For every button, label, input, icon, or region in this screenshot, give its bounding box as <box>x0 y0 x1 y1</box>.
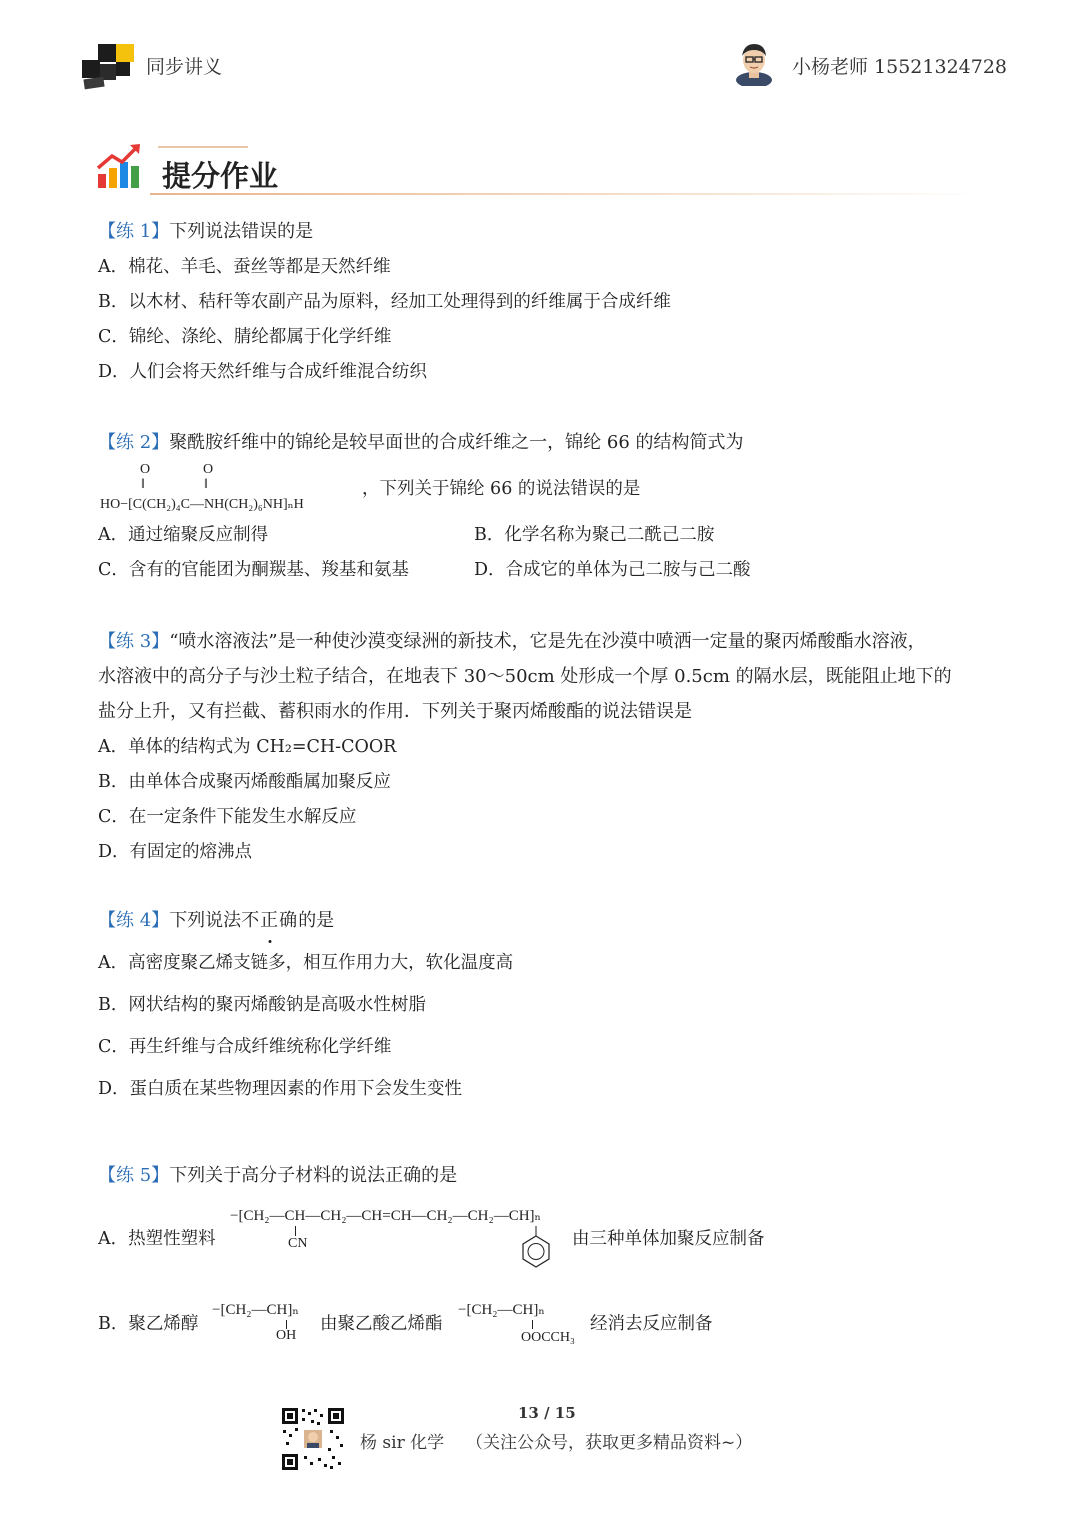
q2-stem: 【练 2】聚酰胺纤维中的锦纶是较早面世的合成纤维之一，锦纶 66 的结构简式为 <box>98 432 744 453</box>
q4-option-c: C．再生纤维与合成纤维统称化学纤维 <box>98 1037 392 1057</box>
q5-option-b-formula2: −[CH₂—CH]ₙ <box>458 1302 545 1318</box>
q5-option-b-label: B．聚乙烯醇 <box>98 1314 199 1334</box>
q2-formula-bond1: ‖ <box>141 477 145 492</box>
q3-stem-line2: 水溶液中的高分子与沙土粒子结合，在地表下 30～50cm 处形成一个厚 0.5cm 的隔水层，既能阻止地下的 <box>98 666 952 687</box>
q2-label: 【练 2】 <box>98 432 170 453</box>
chart-growth-icon <box>96 142 146 190</box>
benzene-ring-icon <box>520 1226 552 1270</box>
q4-option-a: A．高密度聚乙烯支链多，相互作用力大，软化温度高 <box>98 953 514 973</box>
teacher-avatar <box>732 38 776 86</box>
q2-formula-o2: O <box>203 462 214 477</box>
q2-formula-bond2: ‖ <box>204 477 208 492</box>
q1-label: 【练 1】 <box>98 221 170 242</box>
q2-option-c: C．含有的官能团为酮羰基、羧基和氨基 <box>98 560 409 580</box>
q5-option-a-label: A．热塑性塑料 <box>98 1229 216 1249</box>
section-title: 提分作业 <box>162 159 279 193</box>
q3-option-c: C．在一定条件下能发生水解反应 <box>98 807 357 827</box>
q2-option-b: B．化学名称为聚己二酰己二胺 <box>474 525 715 545</box>
q4-stem: 【练 4】下列说法不正确的是 <box>98 903 334 938</box>
header-left-title: 同步讲义 <box>146 56 223 78</box>
q2-option-d: D．合成它的单体为己二胺与己二酸 <box>474 560 751 580</box>
q5-option-b-ester: OOCCH₃ <box>521 1330 575 1345</box>
q3-stem-line3: 盐分上升，又有拦截、蓄积雨水的作用．下列关于聚丙烯酸酯的说法错误是 <box>98 701 692 722</box>
q3-label: 【练 3】 <box>98 631 170 652</box>
q1-option-c: C．锦纶、涤纶、腈纶都属于化学纤维 <box>98 327 392 347</box>
q5-stem: 【练 5】下列关于高分子材料的说法正确的是 <box>98 1165 458 1186</box>
section-divider <box>150 193 980 195</box>
q1-stem: 【练 1】下列说法错误的是 <box>98 221 314 242</box>
q1-option-b: B．以木材、秸秆等农副产品为原料，经加工处理得到的纤维属于合成纤维 <box>98 292 671 312</box>
q5-option-a-cn-bond <box>295 1226 296 1236</box>
q2-formula-tail: ，下列关于锦纶 66 的说法错误的是 <box>362 479 641 499</box>
q5-option-a-desc: 由三种单体加聚反应制备 <box>572 1229 765 1249</box>
header-right-title: 小杨老师 15521324728 <box>792 56 1008 78</box>
footer-author: 杨 sir 化学 <box>360 1433 445 1453</box>
q4-emphasis: 不正确 <box>241 903 298 938</box>
section-title-topline <box>158 146 248 148</box>
q3-option-b: B．由单体合成聚丙烯酸酯属加聚反应 <box>98 772 391 792</box>
footer-page-number: 13 / 15 <box>518 1404 576 1422</box>
q1-option-a: A．棉花、羊毛、蚕丝等都是天然纤维 <box>98 257 391 277</box>
q5-option-a-cn: CN <box>288 1236 308 1251</box>
q5-option-b-desc: 经消去反应制备 <box>590 1314 713 1334</box>
footer-note: （关注公众号，获取更多精品资料~） <box>466 1433 753 1453</box>
q5-option-b-oh: OH <box>276 1328 297 1343</box>
q5-option-b-formula1: −[CH₂—CH]ₙ <box>212 1302 299 1318</box>
q2-formula: HO−[C(CH₂)₄C—NH(CH₂)₆NH]ₙH <box>100 497 304 512</box>
q2-option-a: A．通过缩聚反应制得 <box>98 525 269 545</box>
qr-code[interactable] <box>280 1406 346 1472</box>
q4-option-d: D．蛋白质在某些物理因素的作用下会发生变性 <box>98 1079 463 1099</box>
q4-label: 【练 4】 <box>98 910 170 931</box>
q5-option-b-mid: 由聚乙酸乙烯酯 <box>320 1314 443 1334</box>
q3-option-d: D．有固定的熔沸点 <box>98 842 253 862</box>
q3-option-a: A．单体的结构式为 CH₂=CH-COOR <box>98 737 397 757</box>
q5-label: 【练 5】 <box>98 1165 170 1186</box>
q1-option-d: D．人们会将天然纤维与合成纤维混合纺织 <box>98 362 428 382</box>
q2-formula-o1: O <box>140 462 151 477</box>
q5-option-b-ester-bond <box>532 1320 533 1329</box>
q5-option-a-formula: −[CH₂—CH—CH₂—CH=CH—CH₂—CH₂—CH]ₙ <box>230 1208 542 1224</box>
brand-logo <box>80 42 136 90</box>
q4-option-b: B．网状结构的聚丙烯酸钠是高吸水性树脂 <box>98 995 426 1015</box>
q3-stem-line1: 【练 3】“喷水溶液法”是一种使沙漠变绿洲的新技术，它是先在沙漠中喷洒一定量的聚丙烯酸酯水溶液， <box>98 631 926 652</box>
